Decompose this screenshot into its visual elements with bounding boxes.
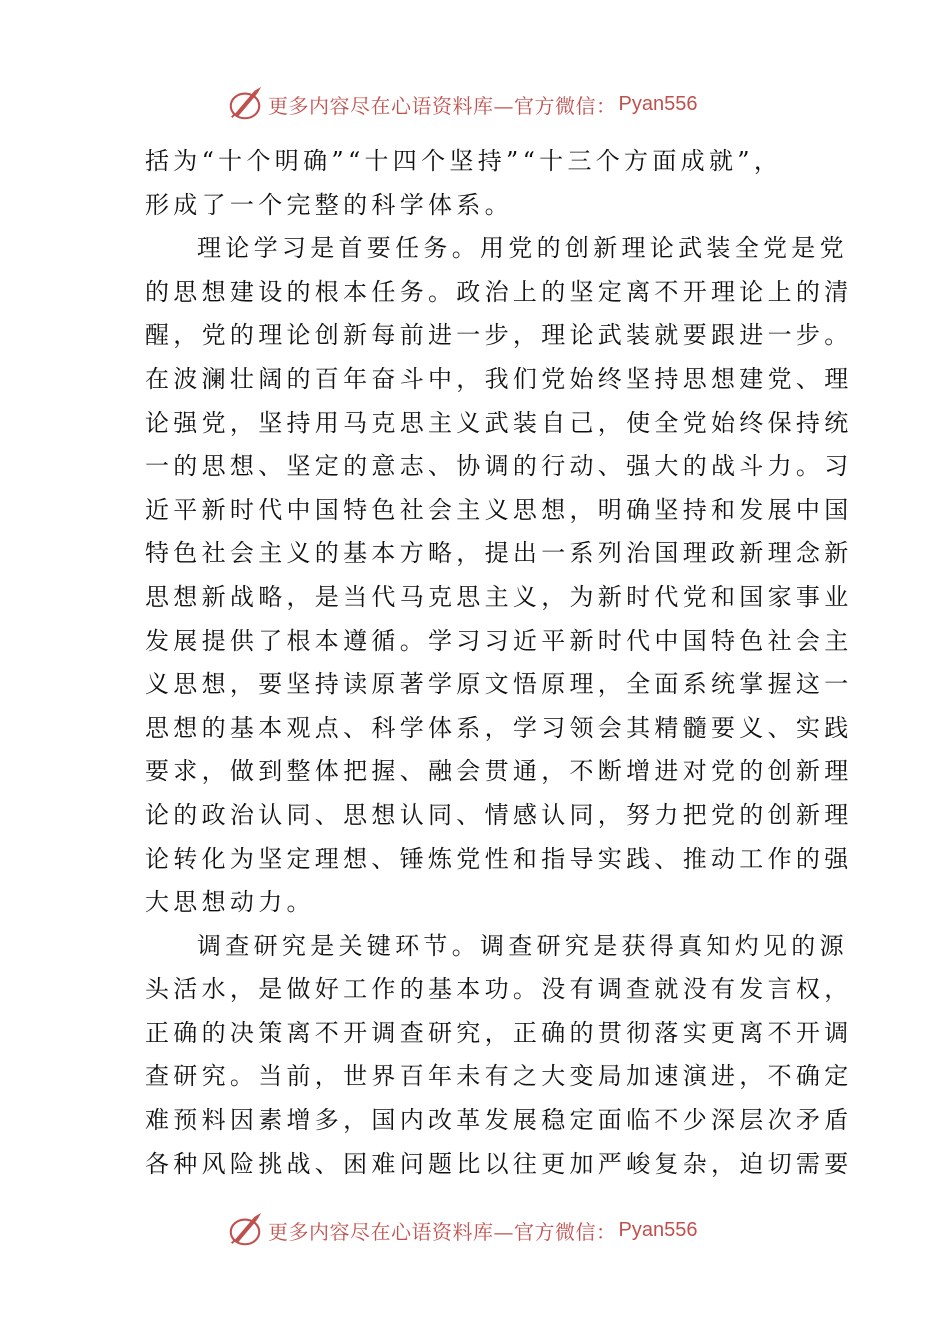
text-line: 义思想，要坚持读原著学原文悟原理，全面系统掌握这一 (145, 670, 853, 699)
text-line: 要求，做到整体把握、融会贯通，不断增进对党的创新理 (145, 757, 853, 786)
text-line: 在波澜壮阔的百年奋斗中，我们党始终坚持思想建党、理 (145, 364, 853, 393)
text-line: 发展提供了根本遵循。学习习近平新时代中国特色社会主 (145, 626, 853, 655)
text-line: 括为“十个明确”“十四个坚持”“十三个方面成就”， (145, 147, 783, 175)
paragraph-start-line: 理论学习是首要任务。用党的创新理论武装全党是党 (197, 234, 848, 263)
watermark-wechat-id: Pyan556 (618, 92, 698, 115)
text-line: 论的政治认同、思想认同、情感认同，努力把党的创新理 (145, 800, 853, 829)
text-line: 难预料因素增多，国内改革发展稳定面临不少深层次矛盾 (145, 1106, 853, 1135)
document-body (145, 140, 853, 1186)
text-line: 各种风险挑战、困难问题比以往更加严峻复杂，迫切需要 (145, 1149, 853, 1178)
header-watermark (226, 84, 697, 124)
text-line: 形成了一个完整的科学体系。 (145, 190, 513, 219)
text-line: 的思想建设的根本任务。政治上的坚定离不开理论上的清 (145, 277, 853, 306)
watermark-text: 更多内容尽在心语资料库—官方微信： (268, 93, 617, 118)
text-line: 近平新时代中国特色社会主义思想，明确坚持和发展中国 (145, 495, 853, 524)
text-line: 查研究。当前，世界百年未有之大变局加速演进，不确定 (145, 1062, 853, 1091)
text-line: 醒，党的理论创新每前进一步，理论武装就要跟进一步。 (145, 321, 853, 350)
footer-watermark (226, 1210, 697, 1250)
text-line: 大思想动力。 (145, 888, 315, 917)
watermark-wechat-id: Pyan556 (618, 1218, 698, 1241)
text-line: 一的思想、坚定的意志、协调的行动、强大的战斗力。习 (145, 452, 853, 481)
watermark-text: 更多内容尽在心语资料库—官方微信： (268, 1219, 617, 1244)
text-line: 论强党，坚持用马克思主义武装自己，使全党始终保持统 (145, 408, 853, 437)
text-line: 思想的基本观点、科学体系，学习领会其精髓要义、实践 (145, 713, 853, 742)
text-line: 论转化为坚定理想、锤炼党性和指导实践、推动工作的强 (145, 844, 853, 873)
quill-logo-icon (226, 1211, 264, 1249)
paragraph-start-line: 调查研究是关键环节。调查研究是获得真知灼见的源 (197, 931, 848, 960)
text-line: 特色社会主义的基本方略，提出一系列治国理政新理念新 (145, 539, 853, 568)
quill-logo-icon (226, 85, 264, 123)
text-line: 头活水，是做好工作的基本功。没有调查就没有发言权， (145, 975, 853, 1004)
text-line: 思想新战略，是当代马克思主义，为新时代党和国家事业 (145, 582, 853, 611)
text-line: 正确的决策离不开调查研究，正确的贯彻落实更离不开调 (145, 1018, 853, 1047)
